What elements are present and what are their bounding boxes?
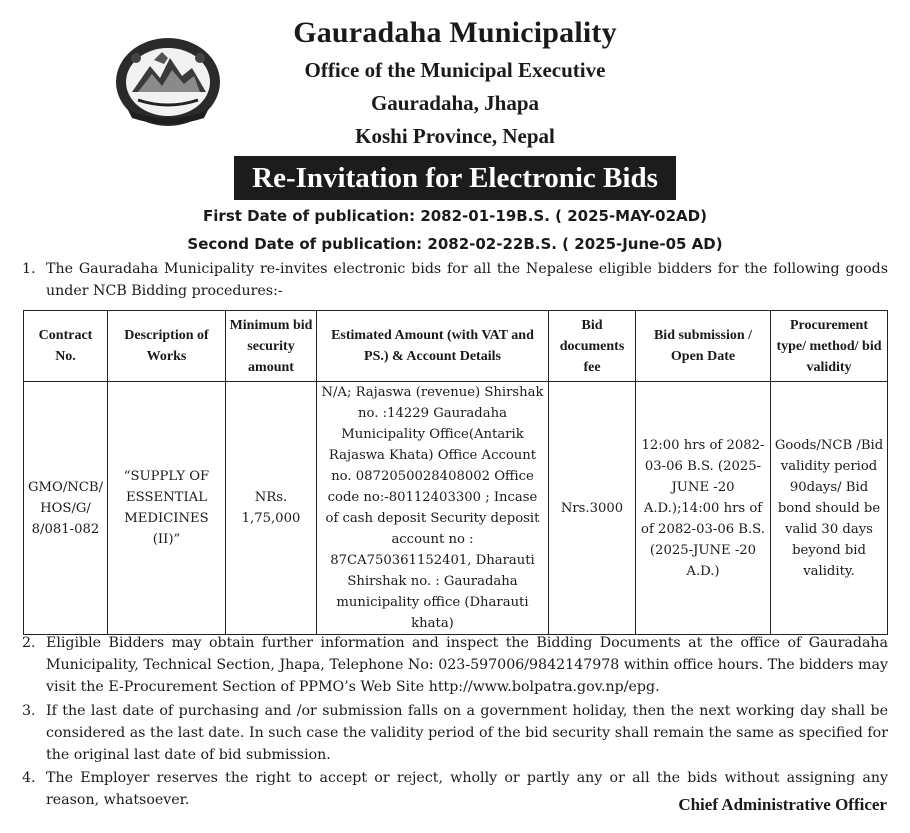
cell-submission-date: 12:00 hrs of 2082-03-06 B.S. (2025-JUNE -20 A.D.);14:00 hrs of of 2082-03-06 B.S.(2025-JUNE -20 A.D.) bbox=[636, 382, 771, 635]
office-name: Office of the Municipal Executive bbox=[304, 58, 606, 82]
paragraph-text: The Gauradaha Municipality re-invites electronic bids for all the Nepalese eligible bidders for the following goods under NCB Bidding procedures:- bbox=[46, 261, 888, 299]
column-header-estimated-amount: Estimated Amount (with VAT and PS.) & Account Details bbox=[317, 311, 549, 382]
cell-description: “SUPPLY OF ESSENTIAL MEDICINES (II)” bbox=[108, 382, 226, 635]
bid-table bbox=[23, 310, 888, 635]
column-header-description: Description of Works bbox=[108, 311, 226, 382]
paragraph-text: The Employer reserves the right to accept or reject, wholly or partly any or all the bids without assigning any reason, whatsoever. bbox=[46, 770, 888, 808]
first-publication-date: First Date of publication: 2082-01-19B.S. ( 2025-MAY-02AD) bbox=[203, 207, 707, 225]
paragraph-number: 1. bbox=[22, 261, 36, 277]
paragraph-1 bbox=[22, 258, 888, 302]
paragraph-2 bbox=[22, 632, 888, 698]
cell-contract-no: GMO/NCB/ HOS/G/ 8/081-082 bbox=[24, 382, 108, 635]
paragraph-number: 4. bbox=[22, 770, 36, 786]
table-row bbox=[24, 382, 888, 635]
paragraph-number: 2. bbox=[22, 635, 36, 651]
office-location: Gauradaha, Jhapa bbox=[370, 91, 540, 115]
second-publication-date: Second Date of publication: 2082-02-22B.S. ( 2025-June-05 AD) bbox=[187, 235, 723, 253]
notice-title-banner: Re-Invitation for Electronic Bids bbox=[234, 156, 676, 200]
municipality-title: Gauradaha Municipality bbox=[293, 16, 617, 49]
paragraph-text: If the last date of purchasing and /or submission falls on a government holiday, then the next working day shall be considered as the last date. In such case the validity period of the bid security shall remain the same as specified for the original last date of bid submission. bbox=[46, 703, 888, 763]
column-header-procurement: Procurement type/ method/ bid validity bbox=[771, 311, 888, 382]
signatory-title: Chief Administrative Officer bbox=[678, 795, 887, 814]
column-header-doc-fee: Bid documents fee bbox=[549, 311, 636, 382]
cell-bid-security: NRs. 1,75,000 bbox=[226, 382, 317, 635]
column-header-bid-security: Minimum bid security amount bbox=[226, 311, 317, 382]
column-header-submission-date: Bid submission / Open Date bbox=[636, 311, 771, 382]
cell-amount-details: N/A; Rajaswa (revenue) Shirshak no. :14229 Gauradaha Municipality Office(Antarik Rajaswa Khata) Office Account no. 0872050028408002 Office code no:-80112403300 ; Incase of cash deposit Security deposit account no : 87CA750361152401, Dharauti Shirshak no. : Gauradaha municipality office (Dharauti khata) bbox=[317, 382, 549, 635]
paragraph-text: Eligible Bidders may obtain further information and inspect the Bidding Documents at the office of Gauradaha Municipality, Technical Section, Jhapa, Telephone No: 023-597006/9842147978 within office hours. The bidders may visit the E-Procurement Section of PPMO’s Web Site http://www.bolpatra.gov.np/epg. bbox=[46, 635, 888, 695]
table-header-row bbox=[24, 311, 888, 382]
paragraph-number: 3. bbox=[22, 703, 36, 719]
cell-doc-fee: Nrs.3000 bbox=[549, 382, 636, 635]
office-province: Koshi Province, Nepal bbox=[355, 124, 555, 148]
column-header-contract-no: Contract No. bbox=[24, 311, 108, 382]
paragraph-3 bbox=[22, 700, 888, 766]
cell-procurement: Goods/NCB /Bid validity period 90days/ Bid bond should be valid 30 days beyond bid validity. bbox=[771, 382, 888, 635]
